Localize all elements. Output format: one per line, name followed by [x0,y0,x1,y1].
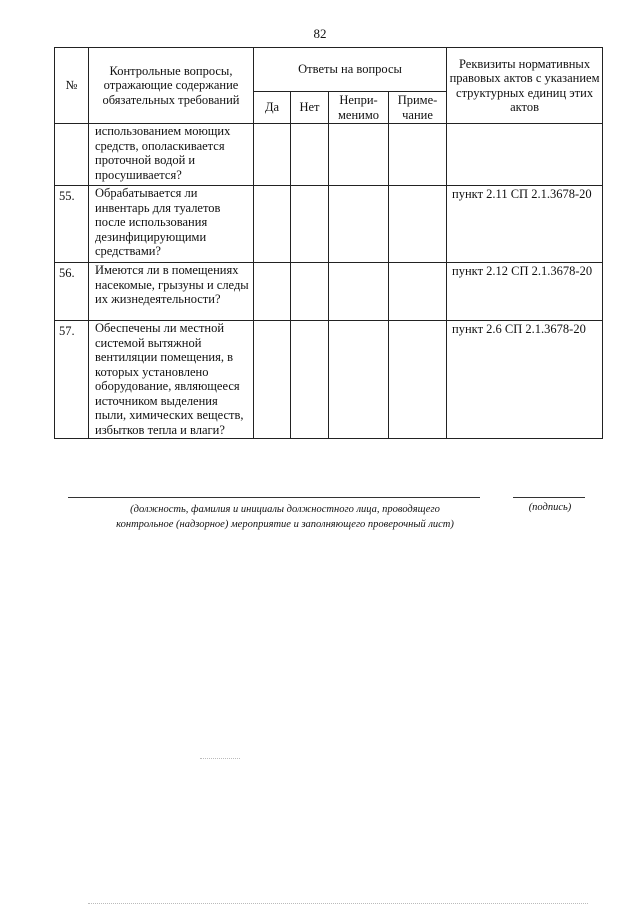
scan-artifact [88,903,588,904]
table-row [55,124,603,186]
reference-text: пункт 2.6 СП 2.1.3678-20 [447,321,603,439]
answer-note-cell[interactable] [389,263,447,321]
row-number: 55. [55,186,89,263]
reference-text [447,124,603,186]
answer-yes-cell[interactable] [254,124,291,186]
header-yes: Да [254,92,291,124]
answer-note-cell[interactable] [389,186,447,263]
answer-not-applicable-cell[interactable] [329,186,389,263]
answer-not-applicable-cell[interactable] [329,263,389,321]
header-requisites: Реквизиты нормативных правовых актов с указанием структурных единиц этих актов [447,48,603,124]
answer-no-cell[interactable] [291,263,329,321]
question-text: использованием моющих средств, ополаскивается проточной водой и просушивается? [89,124,254,186]
question-text: Обеспечены ли местной системой вытяжной вентиляции помещения, в которых установлено оборудование, являющееся источником выделения пыли, химических веществ, избытков тепла и влаги? [89,321,254,439]
answer-yes-cell[interactable] [254,321,291,439]
official-caption: (должность, фамилия и инициалы должностного лица, проводящего контрольное (надзорное) мероприятие и заполняющего проверочный лист) [116,504,454,530]
reference-text: пункт 2.11 СП 2.1.3678-20 [447,186,603,263]
row-number: 57. [55,321,89,439]
answer-yes-cell[interactable] [254,263,291,321]
header-number: № [55,48,89,124]
checklist-table [54,47,603,439]
signature-caption: (подпись) [528,502,572,513]
answer-note-cell[interactable] [389,321,447,439]
header-question: Контрольные вопросы, отражающие содержание обязательных требований [89,48,254,124]
answer-not-applicable-cell[interactable] [329,124,389,186]
answer-no-cell[interactable] [291,124,329,186]
row-number: 56. [55,263,89,321]
header-no: Нет [291,92,329,124]
answer-no-cell[interactable] [291,321,329,439]
official-signature-line [68,497,480,498]
header-note: Приме-чание [389,92,447,124]
row-number [55,124,89,186]
header-answers: Ответы на вопросы [254,48,447,92]
table-row [55,321,603,439]
answer-no-cell[interactable] [291,186,329,263]
answer-yes-cell[interactable] [254,186,291,263]
table-row [55,186,603,263]
question-text: Обрабатывается ли инвентарь для туалетов после использования дезинфицирующими средствами? [89,186,254,263]
header-not-applicable: Непри-менимо [329,92,389,124]
question-text: Имеются ли в помещениях насекомые, грызуны и следы их жизнедеятельности? [89,263,254,321]
table-row [55,263,603,321]
scan-artifact [200,758,240,759]
page-number: 82 [313,26,327,41]
reference-text: пункт 2.12 СП 2.1.3678-20 [447,263,603,321]
signature-line [513,497,585,498]
answer-note-cell[interactable] [389,124,447,186]
answer-not-applicable-cell[interactable] [329,321,389,439]
